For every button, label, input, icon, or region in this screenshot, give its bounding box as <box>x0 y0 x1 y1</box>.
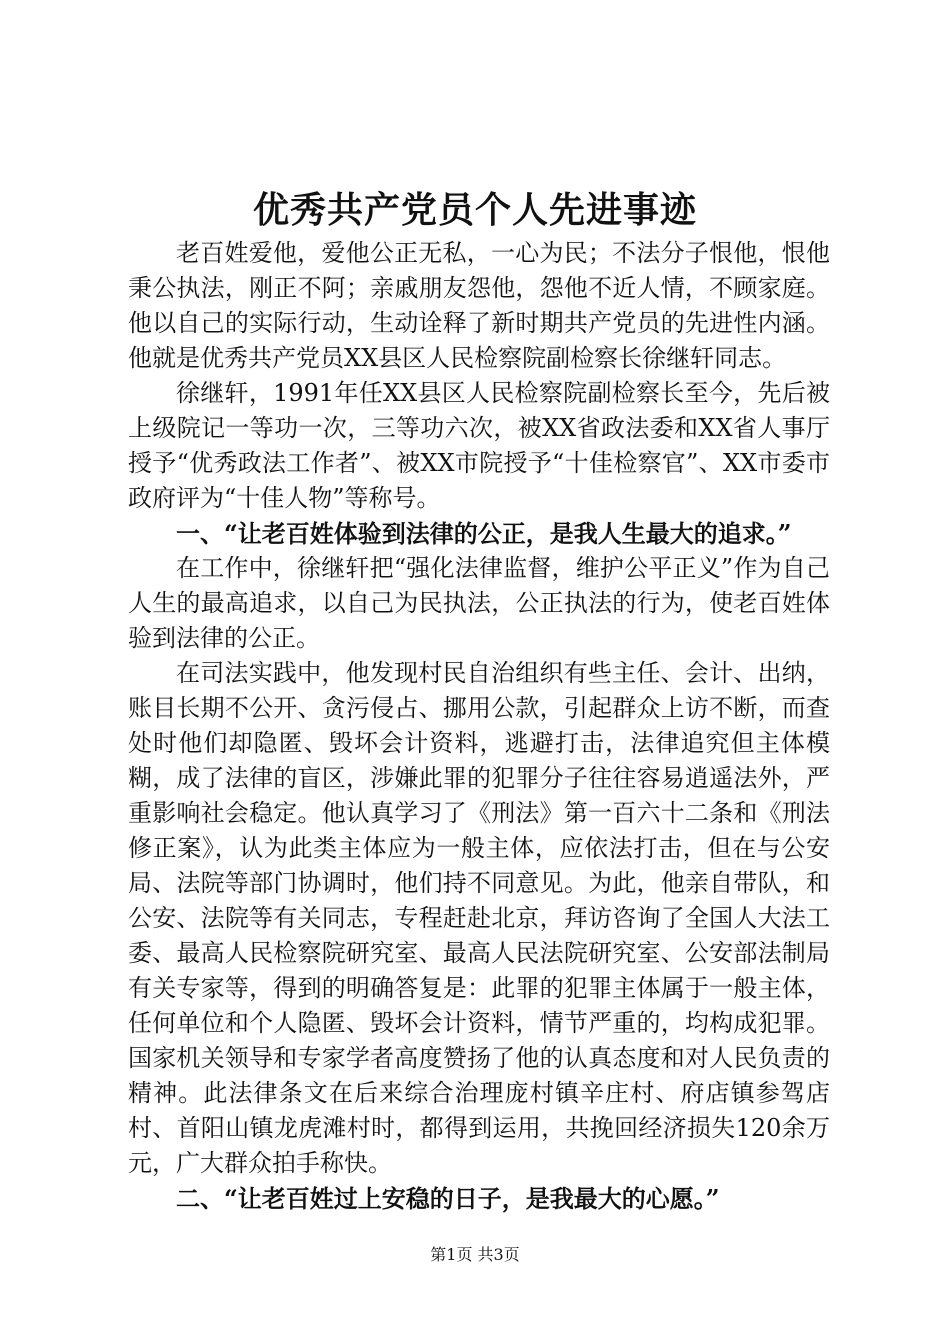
document-body <box>128 236 830 1216</box>
paragraph-honors: 徐继轩，1991年任XX县区人民检察院副检察长至今，先后被上级院记一等功一次，三等功六次，被XX省政法委和XX省人事厅授予“优秀政法工作者”、被XX市院授予“十佳检察官”、XX市委市政府评为“十佳人物”等称号。 <box>128 379 830 512</box>
section-heading-2: 二、“让老百姓过上安稳的日子，是我最大的心愿。” <box>176 1184 720 1213</box>
paragraph-practice: 在司法实践中，他发现村民自治组织有些主任、会计、出纳，账目长期不公开、贪污侵占、挪用公款，引起群众上访不断，而查处时他们却隐匿、毁坏会计资料，逃避打击，法律追究但主体模糊，成了法律的盲区，涉嫌此罪的犯罪分子往往容易逍遥法外，严重影响社会稳定。他认真学习了《刑法》第一百六十二条和《刑法修正案》，认为此类主体应为一般主体，应依法打击，但在与公安局、法院等部门协调时，他们持不同意见。为此，他亲自带队，和公安、法院等有关同志，专程赶赴北京，拜访咨询了全国人大法工委、最高人民检察院研究室、最高人民法院研究室、公安部法制局有关专家等，得到的明确答复是：此罪的犯罪主体属于一般主体，任何单位和个人隐匿、毁坏会计资料，情节严重的，均构成犯罪。国家机关领导和专家学者高度赞扬了他的认真态度和对人民负责的精神。此法律条文在后来综合治理庞村镇辛庄村、府店镇参驾店村、首阳山镇龙虎滩村时，都得到运用，共挽回经济损失120余万元，广大群众拍手称快。 <box>128 659 830 1177</box>
paragraph-intro: 老百姓爱他，爱他公正无私，一心为民；不法分子恨他，恨他秉公执法，刚正不阿；亲戚朋友怨他，怨他不近人情，不顾家庭。他以自己的实际行动，生动诠释了新时期共产党员的先进性内涵。他就是优秀共产党员XX县区人民检察院副检察长徐继轩同志。 <box>128 239 830 372</box>
paragraph-work: 在工作中，徐继轩把“强化法律监督，维护公平正义”作为自己人生的最高追求，以自己为民执法，公正执法的行为，使老百姓体验到法律的公正。 <box>128 554 830 652</box>
page-footer: 第1页 共3页 <box>430 1245 520 1264</box>
document-title: 优秀共产党员个人先进事迹 <box>252 189 697 231</box>
section-heading-1: 一、“让老百姓体验到法律的公正，是我人生最大的追求。” <box>176 519 792 548</box>
